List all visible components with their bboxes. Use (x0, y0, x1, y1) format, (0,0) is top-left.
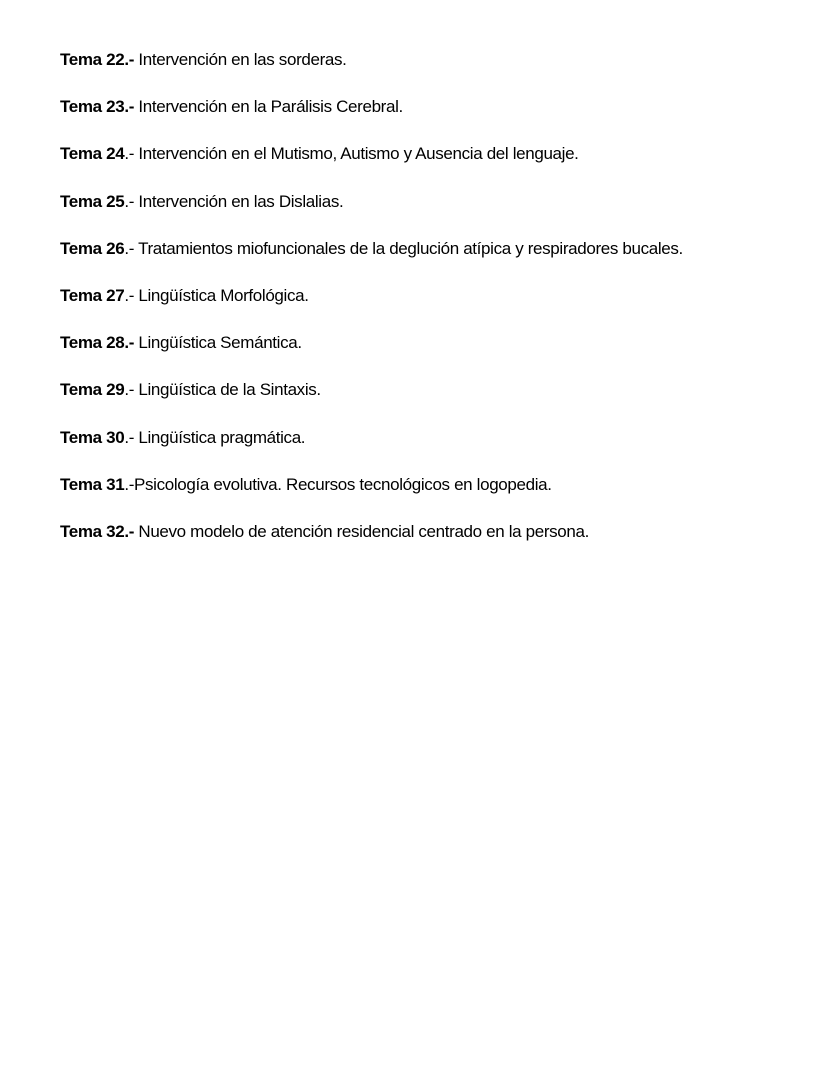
topic-label: Tema 22.- (60, 50, 135, 69)
topic-text: Intervención en el Mutismo, Autismo y Ausencia del lenguaje. (134, 144, 579, 164)
topic-separator: .- (124, 144, 135, 164)
topic-text: Lingüística Morfológica. (134, 285, 309, 305)
topic-text: Tratamientos miofuncionales de la deglución atípica y respiradores bucales. (134, 238, 683, 258)
topic-text: Intervención en las sorderas. (134, 50, 347, 69)
topic-label: Tema 23.- (60, 97, 135, 117)
topic-separator: .- (124, 474, 135, 494)
topic-separator: .- (124, 191, 135, 211)
topic-separator: .- (124, 380, 135, 400)
topic-label: Tema 28.- (60, 333, 135, 353)
topic-separator: .- (124, 285, 135, 305)
topic-separator: .- (124, 238, 135, 258)
topic-item (60, 427, 683, 474)
topic-text: Intervención en la Parálisis Cerebral. (134, 97, 403, 117)
topic-text: Intervención en las Dislalias. (134, 191, 344, 211)
topic-item (60, 143, 683, 190)
topic-item (60, 285, 683, 332)
topic-item (60, 49, 683, 96)
topic-item (60, 332, 683, 379)
topic-item (60, 379, 683, 426)
topic-label: Tema 27 (60, 285, 125, 305)
topic-text: Psicología evolutiva. Recursos tecnológicos en logopedia. (134, 474, 552, 494)
topic-label: Tema 32.- (60, 521, 135, 541)
topic-text: Lingüística pragmática. (134, 427, 306, 447)
topic-label: Tema 26 (60, 238, 125, 258)
topic-label: Tema 30 (60, 427, 125, 447)
topic-text: Lingüística de la Sintaxis. (134, 380, 321, 400)
topic-label: Tema 24 (60, 144, 125, 164)
topic-item (60, 238, 683, 285)
topic-item (60, 521, 683, 568)
topic-separator: .- (124, 427, 135, 447)
topic-item (60, 474, 683, 521)
topic-text: Nuevo modelo de atención residencial centrado en la persona. (134, 521, 589, 541)
topic-label: Tema 25 (60, 191, 125, 211)
topic-item (60, 96, 683, 143)
topic-label: Tema 31 (60, 474, 125, 494)
topic-label: Tema 29 (60, 380, 125, 400)
topic-text: Lingüística Semántica. (134, 333, 302, 353)
topic-item (60, 191, 683, 238)
topic-list (60, 49, 683, 568)
